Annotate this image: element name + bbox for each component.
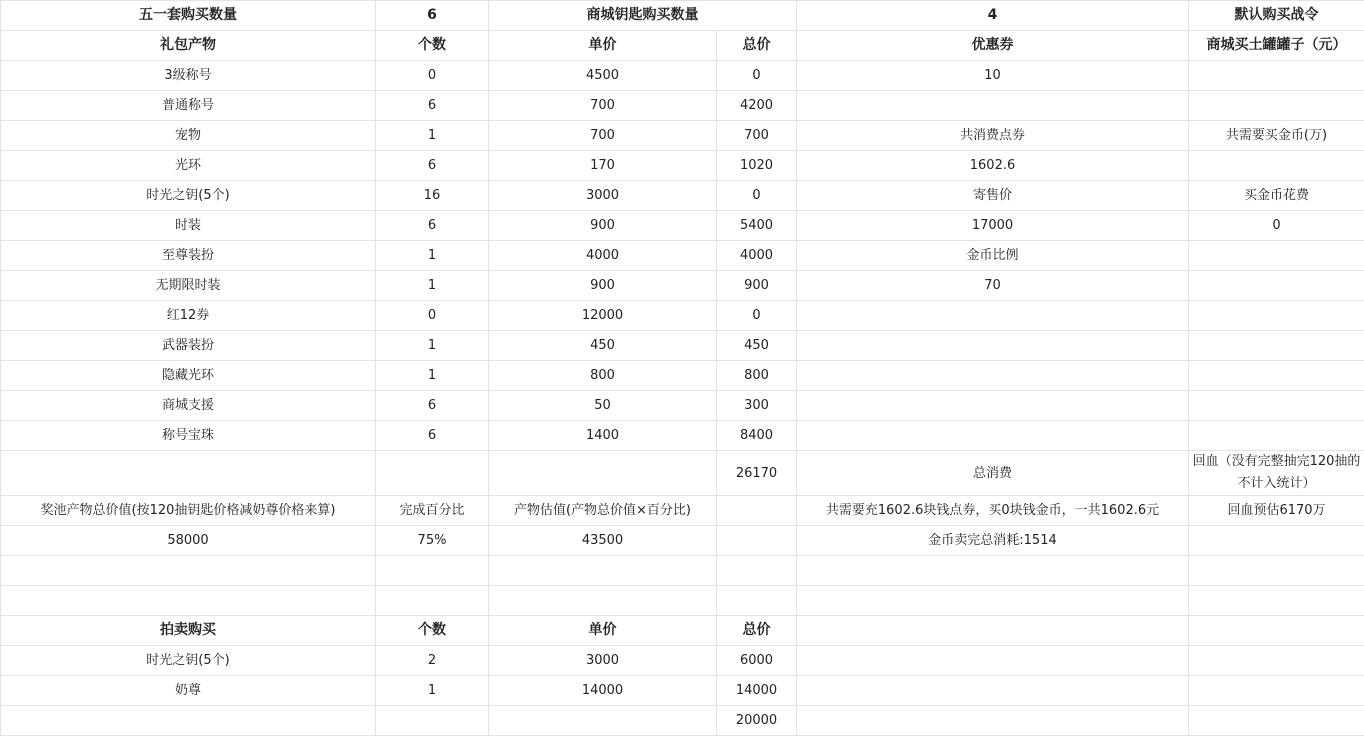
header-total-price[interactable]: 总价 [717, 31, 797, 61]
cell-item-side-e[interactable]: 70 [797, 271, 1189, 301]
cell-suit-label[interactable]: 五一套购买数量 [1, 1, 376, 31]
cell-empty[interactable] [797, 676, 1189, 706]
cell-empty[interactable] [1189, 556, 1364, 586]
header-coupon[interactable]: 优惠券 [797, 31, 1189, 61]
cell-empty[interactable] [797, 586, 1189, 616]
table-row [1, 151, 1364, 181]
cell-empty[interactable] [1, 586, 376, 616]
cell-item-name[interactable]: 红12券 [1, 301, 376, 331]
table-row [1, 391, 1364, 421]
sheet-row-pool-values [1, 526, 1364, 556]
cell-empty[interactable] [1, 451, 376, 496]
sheet-row-column-headers [1, 31, 1364, 61]
cell-empty[interactable] [717, 586, 797, 616]
header-count[interactable]: 个数 [376, 31, 489, 61]
cell-item-total[interactable]: 4000 [717, 241, 797, 271]
cell-item-unit[interactable]: 4500 [489, 61, 717, 91]
cell-empty[interactable] [1189, 526, 1364, 556]
cell-empty[interactable] [489, 556, 717, 586]
item-rows [1, 61, 1364, 451]
table-row [1, 271, 1364, 301]
cell-item-count[interactable]: 1 [376, 241, 489, 271]
sheet-row-auction-header [1, 616, 1364, 646]
cell-auction-count[interactable]: 2 [376, 646, 489, 676]
cell-item-count[interactable]: 6 [376, 391, 489, 421]
cell-item-side-e[interactable]: 10 [797, 61, 1189, 91]
cell-item-side-e[interactable]: 寄售价 [797, 181, 1189, 211]
header-auction-count[interactable]: 个数 [376, 616, 489, 646]
cell-item-count[interactable]: 1 [376, 121, 489, 151]
sheet-row-pool-labels [1, 496, 1364, 526]
cell-item-unit[interactable]: 700 [489, 121, 717, 151]
cell-auction-name[interactable]: 时光之钥(5个) [1, 646, 376, 676]
cell-estimate[interactable]: 43500 [489, 526, 717, 556]
cell-empty[interactable] [1, 556, 376, 586]
cell-item-side-e[interactable]: 金币比例 [797, 241, 1189, 271]
cell-auction-name[interactable]: 奶尊 [1, 676, 376, 706]
cell-empty[interactable] [489, 586, 717, 616]
cell-pool-value-label[interactable]: 奖池产物总价值(按120抽钥匙价格减奶尊价格来算) [1, 496, 376, 526]
cell-key-label[interactable]: 商城钥匙购买数量 [489, 1, 797, 31]
cell-empty[interactable] [797, 646, 1189, 676]
header-auction-name[interactable]: 拍卖购买 [1, 616, 376, 646]
cell-item-side-f[interactable] [1189, 301, 1364, 331]
cell-key-count[interactable]: 4 [797, 1, 1189, 31]
cell-item-total[interactable]: 800 [717, 361, 797, 391]
cell-item-name[interactable]: 光环 [1, 151, 376, 181]
cell-item-side-e[interactable]: 1602.6 [797, 151, 1189, 181]
cell-item-unit[interactable]: 800 [489, 361, 717, 391]
cell-item-side-f[interactable] [1189, 241, 1364, 271]
table-row [1, 61, 1364, 91]
cell-item-total[interactable]: 300 [717, 391, 797, 421]
table-row [1, 301, 1364, 331]
cell-empty[interactable] [376, 706, 489, 736]
cell-pass-label[interactable]: 默认购买战令 [1189, 1, 1364, 31]
cell-gold-sell-text[interactable]: 金币卖完总消耗:1514 [797, 526, 1189, 556]
cell-total-cost-label[interactable]: 总消费 [797, 451, 1189, 496]
cell-item-side-f[interactable] [1189, 331, 1364, 361]
cell-grand-total[interactable]: 26170 [717, 451, 797, 496]
cell-empty[interactable] [717, 496, 797, 526]
cell-item-side-f[interactable]: 共需要买金币(万) [1189, 121, 1364, 151]
cell-item-unit[interactable]: 450 [489, 331, 717, 361]
cell-item-side-f[interactable] [1189, 391, 1364, 421]
cell-item-name[interactable]: 时光之钥(5个) [1, 181, 376, 211]
cell-percent-label[interactable]: 完成百分比 [376, 496, 489, 526]
cell-recharge-text[interactable]: 共需要充1602.6块钱点券，买0块钱金币，一共1602.6元 [797, 496, 1189, 526]
cell-item-unit[interactable]: 12000 [489, 301, 717, 331]
cell-item-total[interactable]: 0 [717, 181, 797, 211]
table-row [1, 181, 1364, 211]
cell-item-side-f[interactable] [1189, 61, 1364, 91]
cell-item-name[interactable]: 宠物 [1, 121, 376, 151]
table-row [1, 211, 1364, 241]
cell-item-name[interactable]: 无期限时装 [1, 271, 376, 301]
cell-item-count[interactable]: 6 [376, 151, 489, 181]
cell-empty[interactable] [1189, 616, 1364, 646]
cell-item-side-e[interactable] [797, 421, 1189, 451]
cell-empty[interactable] [1, 706, 376, 736]
cell-item-unit[interactable]: 900 [489, 271, 717, 301]
cell-item-unit[interactable]: 170 [489, 151, 717, 181]
cell-empty[interactable] [376, 451, 489, 496]
cell-item-side-e[interactable] [797, 361, 1189, 391]
cell-auction-unit[interactable]: 14000 [489, 676, 717, 706]
cell-item-side-f[interactable] [1189, 151, 1364, 181]
cell-item-count[interactable]: 6 [376, 91, 489, 121]
cell-item-side-f[interactable] [1189, 421, 1364, 451]
cell-item-name[interactable]: 商城支援 [1, 391, 376, 421]
cell-auction-count[interactable]: 1 [376, 676, 489, 706]
cell-item-name[interactable]: 3级称号 [1, 61, 376, 91]
cell-item-name[interactable]: 称号宝珠 [1, 421, 376, 451]
cell-refund-estimate[interactable]: 回血预估6170万 [1189, 496, 1364, 526]
cell-item-side-e[interactable]: 17000 [797, 211, 1189, 241]
sheet-row-summary [1, 451, 1364, 496]
cell-item-total[interactable]: 1020 [717, 151, 797, 181]
cell-empty[interactable] [717, 556, 797, 586]
cell-item-count[interactable]: 6 [376, 421, 489, 451]
sheet-row-empty [1, 556, 1364, 586]
cell-item-name[interactable]: 至尊装扮 [1, 241, 376, 271]
cell-item-total[interactable]: 700 [717, 121, 797, 151]
cell-item-count[interactable]: 1 [376, 271, 489, 301]
cell-item-unit[interactable]: 50 [489, 391, 717, 421]
cell-item-count[interactable]: 1 [376, 331, 489, 361]
cell-item-unit[interactable]: 1400 [489, 421, 717, 451]
cell-item-side-f[interactable]: 0 [1189, 211, 1364, 241]
cell-item-side-e[interactable] [797, 391, 1189, 421]
cell-empty[interactable] [376, 586, 489, 616]
cell-auction-total[interactable]: 14000 [717, 676, 797, 706]
cell-item-side-e[interactable] [797, 331, 1189, 361]
cell-empty[interactable] [797, 706, 1189, 736]
cell-suit-count[interactable]: 6 [376, 1, 489, 31]
cell-empty[interactable] [1189, 676, 1364, 706]
cell-refund-note[interactable]: 回血（没有完整抽完120抽的不计入统计） [1189, 451, 1364, 496]
cell-empty[interactable] [489, 706, 717, 736]
cell-item-side-f[interactable] [1189, 271, 1364, 301]
cell-item-name[interactable]: 时装 [1, 211, 376, 241]
cell-item-unit[interactable]: 900 [489, 211, 717, 241]
cell-auction-total[interactable]: 6000 [717, 646, 797, 676]
header-auction-total[interactable]: 总价 [717, 616, 797, 646]
cell-item-unit[interactable]: 4000 [489, 241, 717, 271]
cell-auction-unit[interactable]: 3000 [489, 646, 717, 676]
cell-item-count[interactable]: 1 [376, 361, 489, 391]
table-row [1, 421, 1364, 451]
cell-empty[interactable] [797, 556, 1189, 586]
table-row [1, 241, 1364, 271]
header-mall-cost[interactable]: 商城买土罐罐子（元） [1189, 31, 1364, 61]
cell-item-unit[interactable]: 700 [489, 91, 717, 121]
cell-estimate-label[interactable]: 产物估值(产物总价值×百分比) [489, 496, 717, 526]
table-row [1, 331, 1364, 361]
cell-empty[interactable] [376, 556, 489, 586]
cell-item-count[interactable]: 0 [376, 301, 489, 331]
cell-item-count[interactable]: 0 [376, 61, 489, 91]
cell-item-count[interactable]: 16 [376, 181, 489, 211]
cell-pool-value[interactable]: 58000 [1, 526, 376, 556]
cell-item-name[interactable]: 武器装扮 [1, 331, 376, 361]
header-product[interactable]: 礼包产物 [1, 31, 376, 61]
cell-item-total[interactable]: 0 [717, 61, 797, 91]
cell-item-side-e[interactable] [797, 301, 1189, 331]
table-row [1, 676, 1364, 706]
table-row [1, 646, 1364, 676]
cell-item-total[interactable]: 0 [717, 301, 797, 331]
header-unit-price[interactable]: 单价 [489, 31, 717, 61]
cell-item-side-f[interactable]: 买金币花费 [1189, 181, 1364, 211]
cell-auction-grand-total[interactable]: 20000 [717, 706, 797, 736]
cell-item-total[interactable]: 450 [717, 331, 797, 361]
sheet-row-header-top [1, 1, 1364, 31]
cell-empty[interactable] [1189, 586, 1364, 616]
auction-rows [1, 646, 1364, 706]
cell-empty[interactable] [1189, 706, 1364, 736]
cell-item-total[interactable]: 4200 [717, 91, 797, 121]
cell-item-name[interactable]: 普通称号 [1, 91, 376, 121]
cell-item-total[interactable]: 5400 [717, 211, 797, 241]
sheet-row-empty [1, 586, 1364, 616]
cell-item-side-e[interactable] [797, 91, 1189, 121]
cell-percent[interactable]: 75% [376, 526, 489, 556]
cell-item-side-e[interactable]: 共消费点券 [797, 121, 1189, 151]
cell-item-side-f[interactable] [1189, 91, 1364, 121]
table-row [1, 361, 1364, 391]
table-row [1, 91, 1364, 121]
cell-empty[interactable] [1189, 646, 1364, 676]
cell-item-count[interactable]: 6 [376, 211, 489, 241]
cell-item-unit[interactable]: 3000 [489, 181, 717, 211]
table-row [1, 121, 1364, 151]
cell-empty[interactable] [797, 616, 1189, 646]
cell-empty[interactable] [489, 451, 717, 496]
sheet-row-auction-total [1, 706, 1364, 736]
cell-empty[interactable] [717, 526, 797, 556]
header-auction-unit[interactable]: 单价 [489, 616, 717, 646]
cell-item-name[interactable]: 隐藏光环 [1, 361, 376, 391]
cell-item-side-f[interactable] [1189, 361, 1364, 391]
cell-item-total[interactable]: 900 [717, 271, 797, 301]
cell-item-total[interactable]: 8400 [717, 421, 797, 451]
